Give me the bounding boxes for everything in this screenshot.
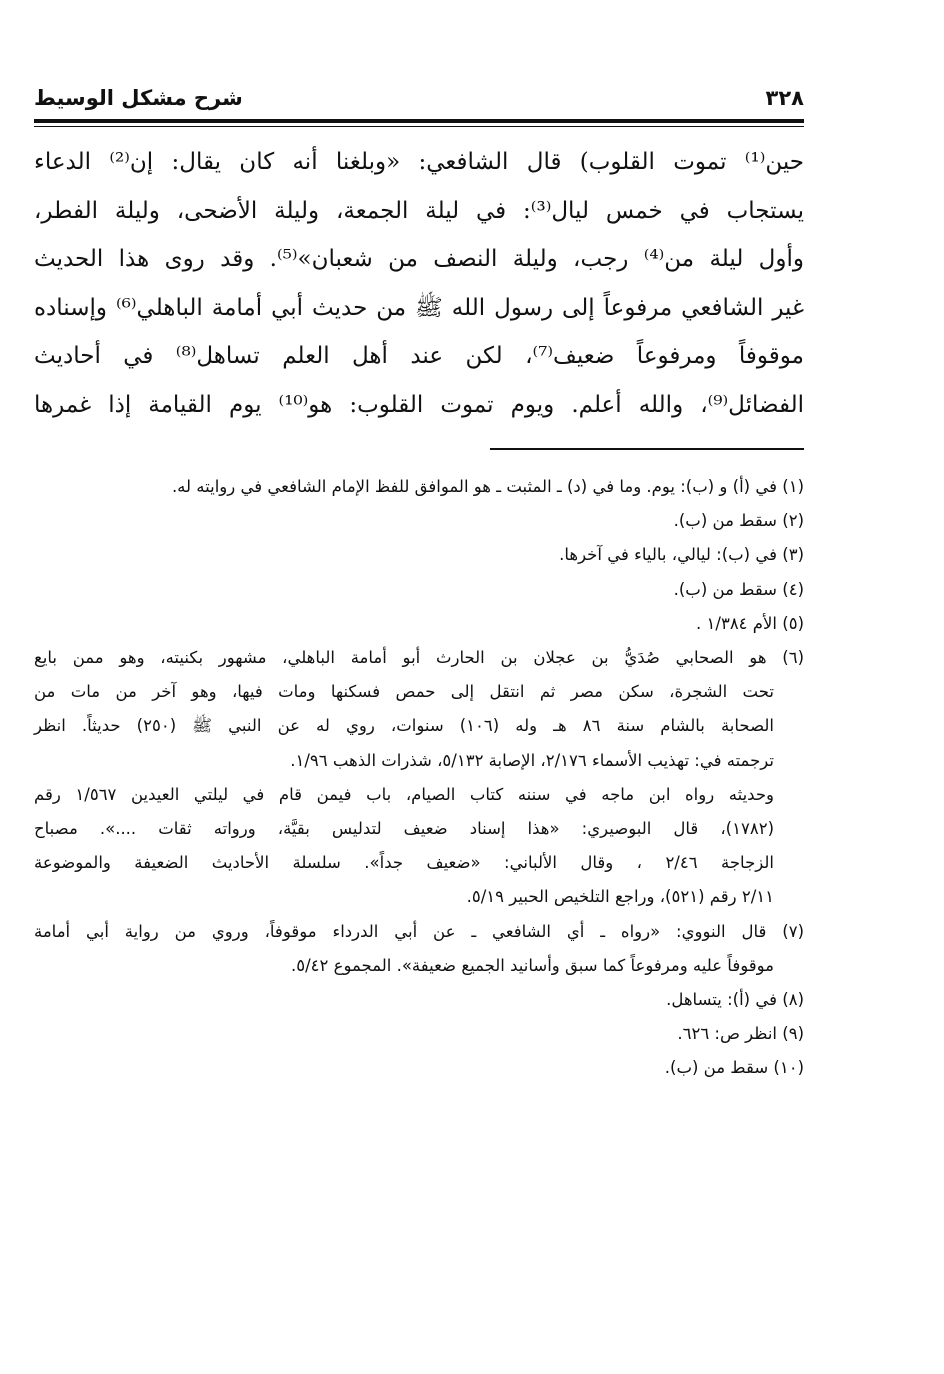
footnote-line: الصحابة بالشام سنة ٨٦ هـ وله (١٠٦) سنوات، روي له عن النبي ﷺ (٢٥٠) حديثاً. انظر	[34, 716, 774, 736]
footnote-line: (١٠) سقط من (ب).	[664, 1058, 804, 1078]
page-number: ٣٢٨	[765, 86, 804, 110]
document-page	[34, 0, 804, 1374]
footnote-4	[34, 573, 804, 607]
main-text-line: الفضائل⁽⁹⁾، والله أعلم. ويوم تموت القلوب: هو⁽¹⁰⁾ يوم القيامة إذا غمرها	[34, 391, 804, 418]
footnote-line: وحديثه رواه ابن ماجه في سننه كتاب الصيام، باب فيمن قام في ليلتي العيدين ١/٥٦٧ رقم	[34, 784, 774, 804]
footnote-5	[34, 607, 804, 641]
footnote-9	[34, 1017, 804, 1051]
footnote-line: (١) في (أ) و (ب): يوم. وما في (د) ـ المثبت ـ هو الموافق للفظ الإمام الشافعي في روايته له.	[171, 477, 804, 496]
footnote-line: (٤) سقط من (ب).	[673, 579, 804, 599]
main-text-line: يستجاب في خمس ليال⁽³⁾: في ليلة الجمعة، وليلة الأضحى، وليلة الفطر،	[34, 197, 804, 224]
footnote-line: (٣) في (ب): ليالي، بالياء في آخرها.	[559, 545, 804, 565]
footnote-line: (٥) الأم ١/٣٨٤ .	[696, 613, 804, 633]
main-text-line: غير الشافعي مرفوعاً إلى رسول الله ﷺ من حديث أبي أمامة الباهلي⁽⁶⁾ وإسناده	[34, 294, 804, 321]
footnote-10	[34, 1051, 804, 1085]
footnote-separator	[490, 448, 804, 450]
footnote-line: موقوفاً عليه ومرفوعاً كما سبق وأسانيد الجميع ضعيفة». المجموع ٥/٤٢.	[290, 955, 774, 975]
footnote-8	[34, 983, 804, 1017]
footnote-line: (٢) سقط من (ب).	[673, 511, 804, 531]
header-rule-thick	[34, 119, 804, 123]
footnote-1	[34, 470, 804, 504]
footnote-line: (٦) هو الصحابي صُدَيُّ بن عجلان بن الحارث أبو أمامة الباهلي، مشهور بكنيته، وهو ممن بايع	[34, 648, 804, 668]
footnotes	[34, 470, 804, 1086]
footnote-line: (٨) في (أ): يتساهل.	[666, 990, 804, 1010]
footnote-line: (١٧٨٢)، قال البوصيري: «هذا إسناد ضعيف لتدليس بقيَّة، ورواته ثقات ....». مصباح	[34, 819, 774, 839]
header-rule-thin	[34, 126, 804, 127]
footnote-7	[34, 915, 804, 983]
footnote-line: (٩) انظر ص: ٦٢٦.	[677, 1024, 804, 1044]
footnote-line: ٢/١١ رقم (٥٢١)، وراجع التلخيص الحبير ٥/١٩.	[466, 887, 774, 907]
footnote-6	[34, 641, 804, 915]
footnote-2	[34, 504, 804, 538]
footnote-line: ترجمته في: تهذيب الأسماء ٢/١٧٦، الإصابة ٥/١٣٢، شذرات الذهب ١/٩٦.	[290, 750, 774, 770]
footnote-line: تحت الشجرة، سكن مصر ثم انتقل إلى حمص فسكنها ومات فيها، وهو آخر من مات من	[34, 682, 774, 702]
book-title: شرح مشكل الوسيط	[34, 86, 243, 110]
footnote-3	[34, 538, 804, 572]
main-text	[34, 138, 804, 429]
main-text-line: حين⁽¹⁾ تموت القلوب) قال الشافعي: «وبلغنا أنه كان يقال: إن⁽²⁾ الدعاء	[34, 149, 805, 175]
footnote-line: الزجاجة ٢/٤٦ ، وقال الألباني: «ضعيف جداً». سلسلة الأحاديث الضعيفة والموضوعة	[34, 853, 775, 873]
footnote-line: (٧) قال النووي: «رواه ـ أي الشافعي ـ عن أبي الدرداء موقوفاً، وروي من رواية أبي أمامة	[34, 921, 804, 941]
main-text-line: موقوفاً ومرفوعاً ضعيف⁽⁷⁾، لكن عند أهل العلم تساهل⁽⁸⁾ في أحاديث	[34, 343, 805, 369]
running-header	[34, 86, 804, 122]
main-text-line: وأول ليلة من⁽⁴⁾ رجب، وليلة النصف من شعبان»⁽⁵⁾. وقد روى هذا الحديث	[34, 246, 804, 272]
